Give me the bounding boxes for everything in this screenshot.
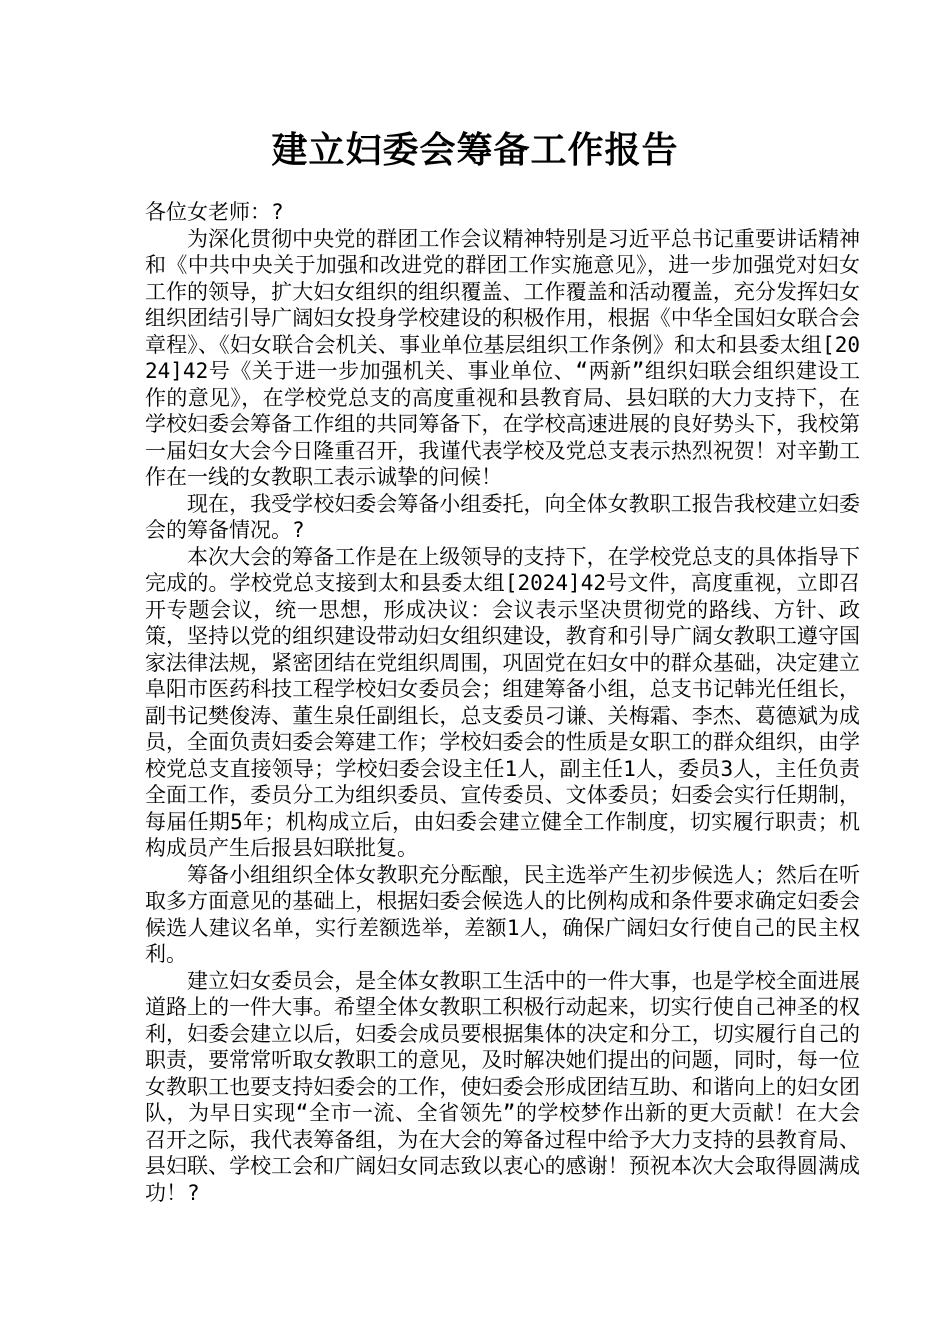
paragraph-closing: 建立妇女委员会，是全体女教职工生活中的一件大事，也是学校全面进展道路上的一件大事。希望全体女教职工积极行动起来，切实行使自己神圣的权利，妇委会建立以后，妇委会成员要根据集体的决定和分工，切实履行自己的职责，要常常听取女教职工的意见，及时解决她们提出的问题，同时，每一位女教职工也要支持妇委会的工作，使妇委会形成团结互助、和谐向上的妇女团队，为早日实现“全市一流、全省领先”的学校梦作出新的更大贡献！在大会召开之际，我代表筹备组，为在大会的筹备过程中给予大力支持的县教育局、县妇联、学校工会和广阔妇女同志致以衷心的感谢！预祝本次大会取得圆满成功！? bbox=[145, 968, 860, 1205]
document-body bbox=[145, 199, 860, 1206]
paragraph-election: 筹备小组组织全体女教职充分酝酿，民主选举产生初步候选人；然后在听取多方面意见的基础上，根据妇委会候选人的比例构成和条件要求确定妇委会候选人建议名单，实行差额选举，差额1人，确保广阔妇女行使自己的民主权利。 bbox=[145, 862, 860, 966]
salutation: 各位女老师：? bbox=[145, 200, 284, 224]
paragraph-intro: 为深化贯彻中央党的群团工作会议精神特别是习近平总书记重要讲话精神和《中共中央关于加强和改进党的群团工作实施意见》，进一步加强党对妇女工作的领导，扩大妇女组织的组织覆盖、工作覆盖和活动覆盖，充分发挥妇女组织团结引导广阔妇女投身学校建设的积极作用，根据《中华全国妇女联合会章程》、《妇女联合会机关、事业单位基层组织工作条例》和太和县委太组[2024]42号《关于进一步加强机关、事业单位、“两新”组织妇联会组织建设工作的意见》，在学校党总支的高度重视和县教育局、县妇联的大力支持下，在学校妇委会筹备工作组的共同筹备下，在学校高速进展的良好势头下，我校第一届妇女大会今日隆重召开，我谨代表学校及党总支表示热烈祝贺！对辛勤工作在一线的女教职工表示诚挚的问候！ bbox=[145, 226, 860, 489]
paragraph-preparation: 本次大会的筹备工作是在上级领导的支持下，在学校党总支的具体指导下完成的。学校党总支接到太和县委太组[2024]42号文件，高度重视，立即召开专题会议，统一思想，形成决议：会议表示坚决贯彻党的路线、方针、政策，坚持以党的组织建设带动妇女组织建设，教育和引导广阔女教职工遵守国家法律法规，紧密团结在党组织周围，巩固党在妇女中的群众基础，决定建立阜阳市医药科技工程学校妇女委员会；组建筹备小组，总支书记韩光任组长，副书记樊俊涛、董生泉任副组长，总支委员刁谦、关梅霜、李杰、葛德斌为成员，全面负责妇委会筹建工作；学校妇委会的性质是女职工的群众组织，由学校党总支直接领导；学校妇委会设主任1人，副主任1人，委员3人，主任负责全面工作，委员分工为组织委员、宣传委员、文体委员；妇委会实行任期制，每届任期5年；机构成立后，由妇委会建立健全工作制度，切实履行职责；机构成员产生后报县妇联批复。 bbox=[145, 544, 860, 860]
document-title: 建立妇委会筹备工作报告 bbox=[271, 129, 679, 171]
paragraph-purpose: 现在，我受学校妇委会筹备小组委托，向全体女教职工报告我校建立妇委会的筹备情况。? bbox=[145, 491, 860, 542]
